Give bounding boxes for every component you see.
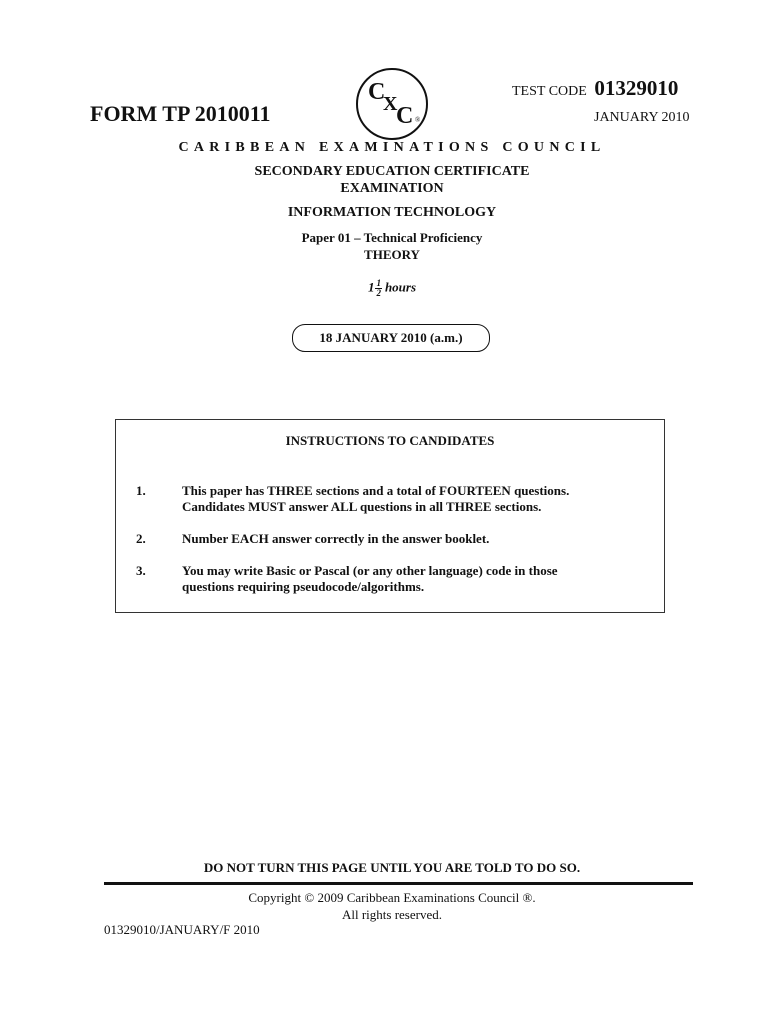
subject-title: INFORMATION TECHNOLOGY <box>287 205 497 220</box>
instruction-text <box>182 563 637 595</box>
svg-text:X: X <box>383 93 398 115</box>
exam-date: 18 JANUARY 2010 (a.m.) <box>292 324 490 352</box>
exam-month: JANUARY 2010 <box>594 110 690 125</box>
instruction-line: This paper has THREE sections and a total of FOURTEEN questions. <box>182 483 570 498</box>
form-code: FORM TP 2010011 <box>90 101 271 126</box>
paper-type: THEORY <box>364 247 420 262</box>
duration-denominator: 2 <box>376 288 381 298</box>
svg-text:C: C <box>396 103 414 129</box>
duration-whole: 1 <box>367 279 375 295</box>
instruction-number: 3. <box>136 563 146 578</box>
instructions-box <box>115 419 665 613</box>
test-code-label: TEST CODE <box>512 84 587 99</box>
instruction-number: 1. <box>136 483 146 498</box>
do-not-turn-warning: DO NOT TURN THIS PAGE UNTIL YOU ARE TOLD TO DO SO. <box>203 860 581 875</box>
duration-fraction <box>375 279 382 298</box>
instruction-line: Number EACH answer correctly in the answer booklet. <box>182 531 490 546</box>
exam-duration <box>0 279 768 298</box>
instructions-heading: INSTRUCTIONS TO CANDIDATES <box>285 433 495 448</box>
paper-title: Paper 01 – Technical Proficiency <box>301 230 483 245</box>
svg-text:C: C <box>368 79 386 105</box>
instruction-text <box>182 483 637 515</box>
instruction-line: questions requiring pseudocode/algorithms. <box>182 579 425 594</box>
cxc-logo-icon <box>354 66 430 142</box>
instruction-text <box>182 531 637 547</box>
certificate-title-line1: SECONDARY EDUCATION CERTIFICATE <box>254 164 530 179</box>
duration-unit: hours <box>384 279 417 295</box>
copyright-line: Copyright © 2009 Caribbean Examinations Council ®. <box>248 890 536 905</box>
test-code-number: 01329010 <box>594 76 679 100</box>
document-code: 01329010/JANUARY/F 2010 <box>104 922 260 937</box>
footer-divider <box>104 882 693 885</box>
instruction-line: You may write Basic or Pascal (or any other language) code in those <box>182 563 558 578</box>
svg-text:®: ® <box>415 116 421 124</box>
rights-line: All rights reserved. <box>341 907 442 922</box>
council-name: CARIBBEAN EXAMINATIONS COUNCIL <box>178 140 606 155</box>
copyright-notice <box>0 889 768 923</box>
certificate-title-line2: EXAMINATION <box>340 181 444 196</box>
instruction-line: Candidates MUST answer ALL questions in all THREE sections. <box>182 499 542 514</box>
instruction-number: 2. <box>136 531 146 546</box>
test-code <box>512 76 678 101</box>
duration-numerator: 1 <box>376 278 381 288</box>
